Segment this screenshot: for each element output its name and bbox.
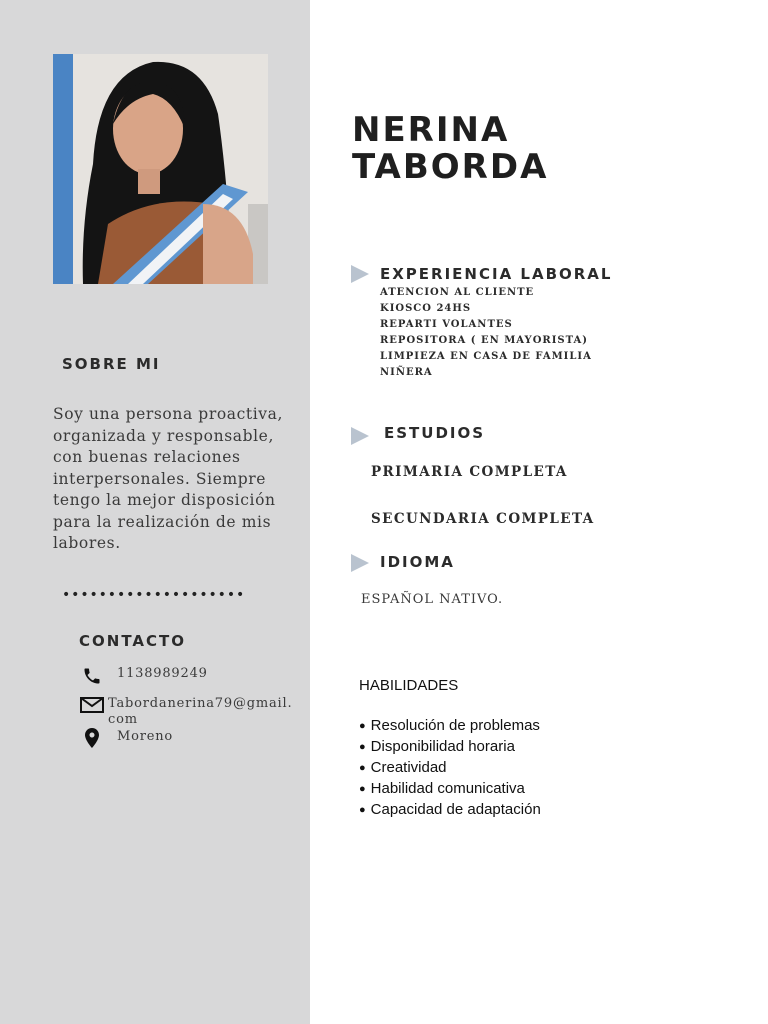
list-item: ATENCION AL CLIENTE <box>380 287 535 298</box>
email-text[interactable]: Tabordanerina79@gmail.com <box>108 696 293 727</box>
list-item: NIÑERA <box>380 367 433 378</box>
location-pin-icon <box>80 726 104 750</box>
language-header <box>350 551 455 573</box>
contact-title: CONTACTO <box>79 632 186 650</box>
list-item: ● Capacidad de adaptación <box>359 800 541 821</box>
triangle-bullet-icon <box>350 264 370 284</box>
contact-phone <box>80 666 208 686</box>
last-name: TABORDA <box>352 147 549 187</box>
language-value: ESPAÑOL NATIVO. <box>361 592 504 607</box>
list-item: LIMPIEZA EN CASA DE FAMILIA <box>380 351 592 362</box>
studies-title: ESTUDIOS <box>384 424 486 442</box>
study-primary: PRIMARIA COMPLETA <box>371 464 568 480</box>
skills-title: HABILIDADES <box>359 677 459 694</box>
first-name: NERINA <box>352 110 510 150</box>
list-item: ● Creatividad <box>359 758 541 779</box>
dotted-divider: •••••••••••••••••••• <box>62 587 246 603</box>
full-name <box>352 112 548 186</box>
language-title: IDIOMA <box>380 553 455 571</box>
mail-icon <box>80 697 104 713</box>
experience-header <box>350 264 612 284</box>
triangle-bullet-icon <box>350 426 370 446</box>
triangle-bullet-icon <box>350 553 370 573</box>
study-secondary: SECUNDARIA COMPLETA <box>371 511 595 527</box>
experience-list <box>380 285 592 381</box>
studies-header <box>350 420 485 446</box>
about-title: SOBRE MI <box>62 355 161 373</box>
list-item: KIOSCO 24HS <box>380 303 472 314</box>
list-item: REPARTI VOLANTES <box>380 319 513 330</box>
list-item: ● Disponibilidad horaria <box>359 737 541 758</box>
phone-icon <box>80 666 104 686</box>
skills-list <box>359 716 541 821</box>
about-text: Soy una persona proactiva, organizada y responsable, con buenas relaciones interpersonales. Siempre tengo la mejor disposición para la realización de mis labores. <box>53 405 284 552</box>
list-item: REPOSITORA ( EN MAYORISTA) <box>380 335 588 346</box>
location-text: Moreno <box>117 729 174 744</box>
contact-email <box>80 696 298 728</box>
list-item: ● Habilidad comunicativa <box>359 779 541 800</box>
contact-location <box>80 726 173 750</box>
list-item: ● Resolución de problemas <box>359 716 541 737</box>
experience-title: EXPERIENCIA LABORAL <box>380 265 613 283</box>
phone-text: 1138989249 <box>117 666 208 681</box>
profile-photo <box>53 54 268 284</box>
